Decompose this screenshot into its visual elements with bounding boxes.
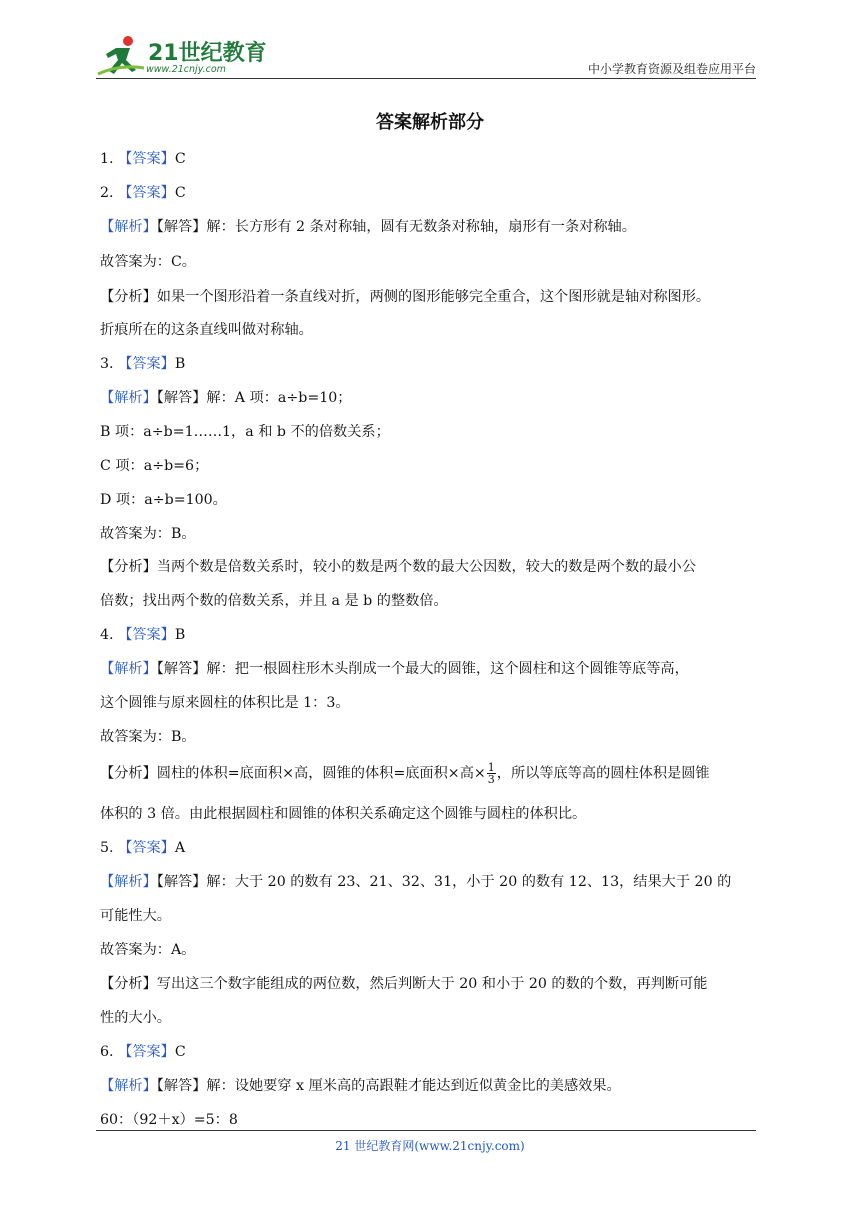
fraction	[487, 762, 496, 785]
line-text: 解：A 项：a÷b=10；	[206, 390, 352, 406]
line-text: 写出这三个数字能组成的两位数，然后判断大于 20 和小于 20 的数的个数，再判断可能	[156, 976, 708, 992]
answer-tag: 【答案】	[118, 840, 175, 856]
fraction-numerator: 1	[487, 761, 495, 774]
line-text: ，所以等底等高的圆柱体积是圆锥	[496, 765, 710, 782]
item-number: 5.	[100, 840, 114, 856]
item-number: 3.	[100, 356, 114, 372]
line-text: 解：设她要穿 x 厘米高的高跟鞋才能达到近似黄金比的美感效果。	[206, 1078, 621, 1094]
line-text: 解：长方形有 2 条对称轴，圆有无数条对称轴，扇形有一条对称轴。	[206, 219, 636, 235]
text-line: 故答案为：B。	[100, 729, 196, 745]
answer-value: B	[174, 627, 186, 643]
fenxi-line	[100, 557, 696, 577]
answer-value: A	[174, 840, 186, 856]
text-line: 体积的 3 倍。由此根据圆柱和圆锥的体积关系确定这个圆锥与圆柱的体积比。	[100, 806, 587, 822]
analysis-tag: 【解析】	[100, 661, 157, 677]
answer-tag: 【答案】	[118, 627, 175, 643]
analysis-line	[100, 872, 731, 892]
answer-tag: 【答案】	[118, 356, 175, 372]
line-text: 如果一个图形沿着一条直线对折，两侧的图形能够完全重合，这个图形就是轴对称图形。	[156, 289, 711, 305]
item-number: 2.	[100, 185, 114, 201]
analysis-line	[100, 1076, 621, 1096]
text-line: 性的大小。	[100, 1010, 171, 1026]
line-text: 圆柱的体积=底面积×高，圆锥的体积=底面积×高×	[156, 765, 486, 782]
text-line: 故答案为：B。	[100, 526, 196, 542]
answer-value: B	[174, 356, 186, 372]
header-tagline: 中小学教育资源及组卷应用平台	[587, 62, 756, 76]
logo-url: www.21cnjy.com	[146, 64, 226, 75]
header-divider	[96, 78, 756, 79]
item-number: 1.	[100, 151, 114, 167]
text-line: 故答案为：C。	[100, 254, 196, 270]
item-number: 6.	[100, 1044, 114, 1060]
solution-tag: 【解答】	[156, 390, 207, 406]
answer-value: C	[174, 1044, 186, 1060]
item-number: 4.	[100, 627, 114, 643]
text-line: 60：（92＋x）=5：8	[100, 1112, 238, 1128]
analysis-tag: 【解析】	[100, 219, 157, 235]
answer-value: C	[174, 185, 186, 201]
analysis-tag: 【解析】	[100, 874, 157, 890]
answer-line-4	[100, 625, 185, 645]
text-line: 倍数；找出两个数的倍数关系，并且 a 是 b 的整数倍。	[100, 593, 448, 609]
fenxi-line	[100, 762, 710, 785]
text-line: 这个圆锥与原来圆柱的体积比是 1：3。	[100, 695, 350, 711]
runner-icon	[96, 34, 146, 78]
line-text: 解：把一根圆柱形木头削成一个最大的圆锥，这个圆柱和这个圆锥等底等高，	[206, 661, 689, 677]
text-line: C 项：a÷b=6；	[100, 458, 209, 474]
fenxi-line	[100, 974, 707, 994]
answer-line-2	[100, 183, 186, 203]
line-text: 当两个数是倍数关系时，较小的数是两个数的最大公因数，较大的数是两个数的最小公	[156, 559, 696, 575]
solution-tag: 【解答】	[156, 219, 207, 235]
page-header	[96, 30, 756, 80]
text-line: 可能性大。	[100, 908, 171, 924]
answer-value: C	[174, 151, 186, 167]
fraction-denominator: 3	[487, 773, 495, 786]
analysis-line	[100, 217, 636, 237]
analysis-tag: 【解析】	[100, 390, 157, 406]
logo	[96, 34, 276, 78]
solution-tag: 【解答】	[156, 1078, 207, 1094]
analysis-tag: 【解析】	[100, 1078, 157, 1094]
fenxi-line	[100, 287, 710, 307]
fenxi-tag: 【分析】	[100, 289, 157, 305]
fenxi-tag: 【分析】	[100, 976, 157, 992]
answer-tag: 【答案】	[118, 151, 175, 167]
answer-tag: 【答案】	[118, 185, 175, 201]
answer-tag: 【答案】	[118, 1044, 175, 1060]
fenxi-tag: 【分析】	[100, 559, 157, 575]
text-line: 故答案为：A。	[100, 942, 196, 958]
page-footer: 21 世纪教育网(www.21cnjy.com)	[335, 1139, 525, 1153]
answer-line-3	[100, 354, 185, 374]
line-text: 解：大于 20 的数有 23、21、32、31，小于 20 的数有 12、13，结果大于 20 的	[206, 874, 732, 890]
page-title: 答案解析部分	[376, 112, 484, 133]
text-line: B 项：a÷b=1……1，a 和 b 不的倍数关系；	[100, 424, 390, 440]
footer-divider	[96, 1130, 756, 1131]
solution-tag: 【解答】	[156, 661, 207, 677]
answer-line-5	[100, 838, 185, 858]
answer-line-1	[100, 149, 186, 169]
text-line: 折痕所在的这条直线叫做对称轴。	[100, 322, 313, 338]
solution-tag: 【解答】	[156, 874, 207, 890]
fenxi-tag: 【分析】	[100, 765, 157, 782]
analysis-line	[100, 659, 689, 679]
logo-text: 21世纪教育	[148, 41, 267, 66]
answer-line-6	[100, 1042, 186, 1062]
text-line: D 项：a÷b=100。	[100, 492, 227, 508]
analysis-line	[100, 388, 351, 408]
